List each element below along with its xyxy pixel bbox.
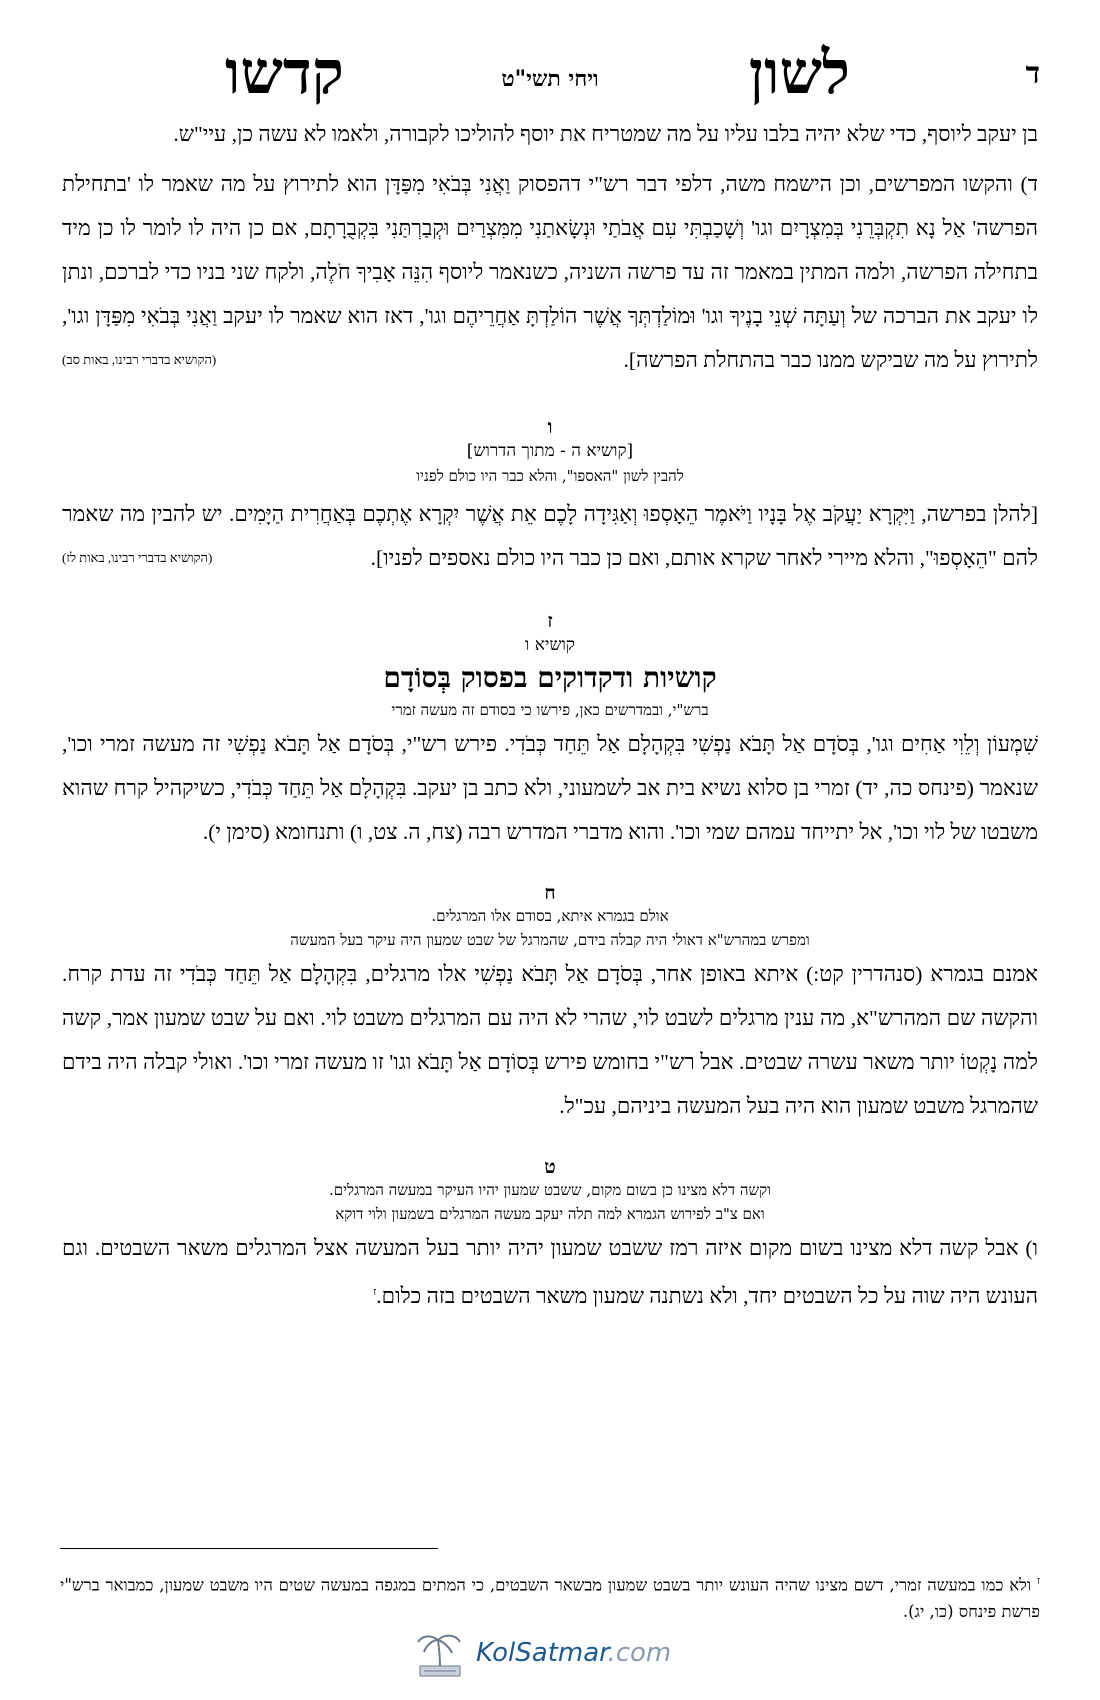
section-letter: ז bbox=[547, 610, 553, 632]
section-letter: ו bbox=[547, 416, 553, 438]
section-subtitle: קושיא ו bbox=[525, 635, 575, 655]
section-zayin bbox=[62, 610, 1038, 854]
main-text bbox=[62, 112, 1038, 1318]
footnote-text: ולא כמו במעשה זמרי, דשם מצינו שהיה העונש יותר בשבט שמעון מבשאר השבטים, כי המתים במגפה במעשה שטים היו משבט שמעון, כמבואר ברש"י פרשת פינחס (כו, יג). bbox=[60, 1575, 1040, 1621]
section-paragraph bbox=[62, 1226, 1038, 1318]
section-paragraph-text: [להלן בפרשה, וַיִּקְרָא יַעֲקֹב אֶל בָּנָיו וַיֹּאמֶר הֵאָסְפוּ וְאַגִּידָה לָכֶם אֵת אֲשֶׁר יִקְרָא אֶתְכֶם בְּאַחֲרִית הַיָּמִים. יש להבין מה שאמר להם "הֵאָסְפוּ", והלא מיירי לאחר שקרא אותם, ואם כן כבר היו כולם נאספים לפניו]. bbox=[62, 502, 1038, 570]
section-note: וקשה דלא מצינו כן בשום מקום, ששבט שמעון יהיו העיקר במעשה המרגלים. bbox=[328, 1181, 772, 1199]
footnote bbox=[60, 1568, 1040, 1625]
footnote-divider bbox=[60, 1548, 438, 1549]
paragraph-dalet-text: ד) והקשו המפרשים, וכן הישמח משה, דלפי דבר רש"י דהפסוק וַאֲנִי בְּבֹאִי מִפַּדָּן הוא לתירוץ על מה שאמר לו 'בתחילת הפרשה' אַל נָא תִקְבְּרֵנִי בְּמִצְרָיִם וגו' וְשָׁכַבְתִּי עִם אֲבֹתַי וּנְשָׂאתַנִי מִמִּצְרַיִם וּקְבַרְתַּנִי בִּקְבֻרָתָם, אם כן היה לו לומר לו כן מיד בתחילה הפרשה, ולמה המתין במאמר זה עד פרשה השניה, כשנאמר ליוסף הִנֵּה אָבִיךָ חֹלֶה, ולקח שני בניו כדי לברכם, ונתן לו יעקב את הברכה של וְעַתָּה שְׁנֵי בָנֶיךָ וגו' וּמוֹלַדְתְּךָ אֲשֶׁר הוֹלַדְתָּ אַחֲרֵיהֶם וגו', דאז הוא שאמר לו יעקב וַאֲנִי בְּבֹאִי מִפַּדָּן וגו', לתירוץ על מה שביקש ממנו כבר בהתחלת הפרשה]. bbox=[62, 172, 1038, 372]
paragraph-dalet bbox=[62, 162, 1038, 382]
section-paragraph: אמנם בגמרא (סנהדרין קט:) איתא באופן אחר, בְּסֹדָם אַל תָּבֹא נַפְשִׁי אלו מרגלים, בִּקְהָלָם אַל תֵּחַד כְּבֹדִי זה עדת קרח. והקשה שם המהרש"א, מה ענין מרגלים לשבט לוי, שהרי לא היה עם המרגלים משבט לוי. ואם על שבט שמעון אמר, קשה למה נָקְטוֹ יותר משאר עשרה שבטים. אבל רש"י בחומש פירש בְּסוֹדָם אַל תָּבֹא וגו' זו מעשה זמרי וכו'. ואולי קבלה היה בידם שהמרגל משבט שמעון הוא היה בעל המעשה ביניהם, עכ"ל. bbox=[62, 962, 1038, 1118]
section-note: ואם צ"ב לפירוש הגמרא למה תלה יעקב מעשה המרגלים בשמעון ולוי דוקא bbox=[335, 1205, 765, 1223]
section-letter: ח bbox=[544, 882, 556, 904]
section-note: ברש"י, ובמדרשים כאן, פירשו כי בסודם זה מעשה זמרי bbox=[391, 701, 709, 719]
section-letter: ט bbox=[544, 1156, 556, 1178]
section-note: ומפרש במהרש"א דאולי היה קבלה בידם, שהמרגל של שבט שמעון היה עיקר בעל המעשה bbox=[290, 931, 810, 949]
section-vav bbox=[62, 416, 1038, 580]
section-paragraph: שִׁמְעוֹן וְלֵוִי אַחִים וגו', בְּסֹדָם אַל תָּבֹא נַפְשִׁי בִּקְהָלָם אַל תֵּחַד כְּבֹדִי. פירש רש"י, בְּסֹדָם אַל תָּבֹא נַפְשִׁי זה מעשה זמרי וכו', שנאמר (פינחס כה, יד) זמרי בן סלוא נשיא בית אב לשמעוני, ולא כתב בן יעקב. בִּקְהָלָם אַל תֵּחַד כְּבֹדִי, כשיקהיל קרח שהוא משבטו של לוי וכו', אל יתייחד עמהם שמי וכו'. והוא מדברי המדרש רבה (צח, ה. צט, ו) ותנחומא (סימן י). bbox=[62, 732, 1038, 844]
source-note: (הקושיא בדברי רבינו, באות סב) bbox=[62, 352, 217, 367]
page-number: ד bbox=[1025, 56, 1040, 91]
logo-text: KolSatmar.com bbox=[476, 1638, 672, 1668]
page-header bbox=[60, 38, 1040, 108]
site-logo[interactable] bbox=[410, 1630, 670, 1680]
palm-tree-icon bbox=[410, 1630, 470, 1680]
section-heading: קושיות ודקדוקים בפסוק בְּסוֹדָם bbox=[383, 661, 717, 694]
parsha-label: ויחי תשי"ט bbox=[501, 66, 599, 92]
footnote-reference[interactable]: ז bbox=[373, 1286, 377, 1298]
running-title-right: לשון bbox=[748, 38, 850, 108]
section-note: להבין לשון "האספו", והלא כבר היו כולם לפניו bbox=[416, 467, 684, 485]
section-paragraph-text: ו) אבל קשה דלא מצינו בשום מקום איזה רמז ששבט שמעון יהיה יותר בעל המעשה אצל המרגלים משאר השבטים. וגם העונש היה שוה על כל השבטים יחד, ולא נשתנה שמעון משאר השבטים בזה כלום. bbox=[62, 1236, 1038, 1309]
section-subtitle: [קושיא ה - מתוך הדרוש] bbox=[466, 441, 634, 461]
section-chet bbox=[62, 882, 1038, 1128]
source-note: (הקושיא בדברי רבינו, באות לז) bbox=[62, 550, 213, 565]
running-title-left: קדשו bbox=[225, 38, 344, 108]
footnote-mark: ז bbox=[1036, 1574, 1040, 1587]
section-paragraph bbox=[62, 492, 1038, 580]
intro-paragraph: בן יעקב ליוסף, כדי שלא יהיה בלבו עליו על מה שמטריח את יוסף להוליכו לקבורה, ולאמו לא עשה כן, עיי"ש. bbox=[173, 122, 1038, 146]
section-tet bbox=[62, 1156, 1038, 1318]
section-note: אולם בגמרא איתא, בסודם אלו המרגלים. bbox=[431, 907, 669, 925]
